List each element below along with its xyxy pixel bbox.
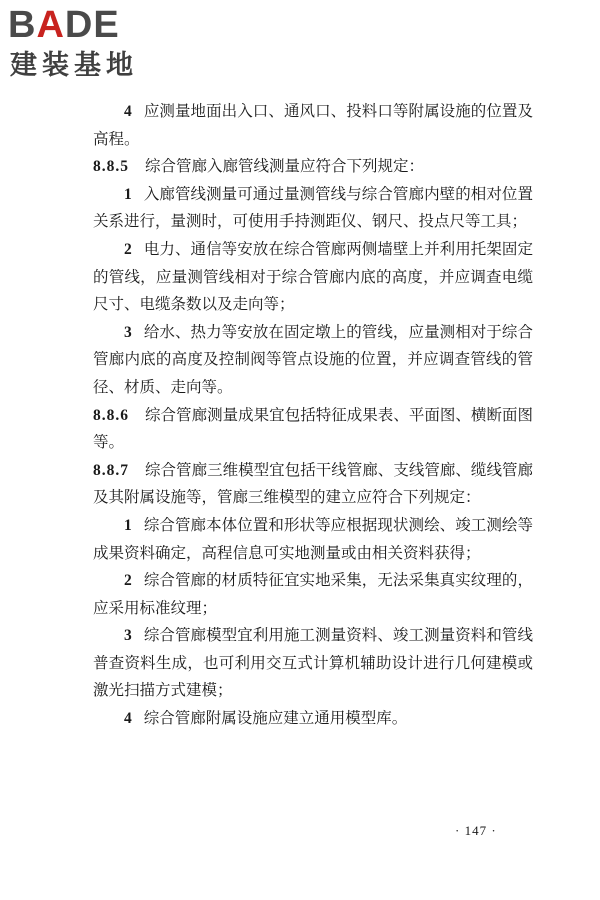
paragraph — [93, 319, 533, 402]
bade-logo — [8, 6, 178, 86]
paragraph-text: 给水、热力等安放在固定墩上的管线，应量测相对于综合管廊内底的高度及控制阀等管点设施的位置，并应调查管线的管径、材质、走向等。 — [93, 322, 533, 396]
paragraph-text: 应测量地面出入口、通风口、投料口等附属设施的位置及高程。 — [93, 102, 533, 148]
item-number: 2 — [124, 240, 132, 258]
paragraph — [93, 567, 533, 622]
paragraph-text: 综合管廊本体位置和形状等应根据现状测绘、竣工测绘等成果资料确定，高程信息可实地测量或由相关资料获得； — [93, 515, 533, 562]
item-number: 3 — [124, 323, 132, 341]
paragraph — [93, 236, 533, 319]
page-number: · 147 · — [455, 823, 497, 838]
paragraph — [93, 705, 533, 733]
paragraph-text: 电力、通信等安放在综合管廊两侧墙壁上并利用托架固定的管线，应量测管线相对于综合管廊内底的高度，并应调查电缆尺寸、电缆条数以及走向等； — [93, 239, 533, 314]
clause-number: 8.8.5 — [93, 158, 129, 176]
item-number: 1 — [124, 185, 132, 203]
paragraph — [93, 181, 533, 236]
paragraph — [93, 98, 533, 153]
item-number: 3 — [124, 627, 132, 645]
paragraph — [93, 622, 533, 705]
paragraph-text: 综合管廊的材质特征宜实地采集，无法采集真实纹理的，应采用标准纹理； — [93, 571, 533, 617]
item-number: 4 — [124, 710, 132, 728]
logo-letter-b: B — [8, 4, 37, 46]
clause-number: 8.8.6 — [93, 406, 129, 424]
clause-number: 8.8.7 — [93, 461, 129, 479]
paragraph-text: 入廊管线测量可通过量测管线与综合管廊内壁的相对位置关系进行，量测时，可使用手持测距仪、钢尺、投点尺等工具； — [93, 184, 533, 231]
paragraph-text: 综合管廊附属设施应建立通用模型库。 — [143, 709, 408, 728]
clause-text: 综合管廊测量成果宜包括特征成果表、平面图、横断面图等。 — [93, 405, 533, 452]
logo-subtitle: 建装基地 — [10, 50, 138, 81]
logo-letters-de: DE — [64, 4, 120, 46]
logo-title — [8, 6, 120, 44]
clause — [93, 153, 533, 181]
clause-text: 综合管廊三维模型宜包括干线管廊、支线管廊、缆线管廊及其附属设施等，管廊三维模型的建立应符合下列规定： — [93, 460, 533, 507]
item-number: 4 — [124, 103, 132, 120]
paragraph-text: 综合管廊模型宜利用施工测量资料、竣工测量资料和管线普查资料生成，也可利用交互式计算机辅助设计进行几何建模或激光扫描方式建模； — [93, 626, 533, 700]
document-body — [93, 98, 533, 733]
logo-letter-a: A — [36, 4, 65, 46]
paragraph — [93, 512, 533, 567]
item-number: 2 — [124, 572, 132, 590]
clause — [93, 457, 533, 512]
item-number: 1 — [124, 516, 132, 534]
clause-text: 综合管廊入廊管线测量应符合下列规定： — [145, 157, 425, 176]
clause — [93, 402, 533, 457]
